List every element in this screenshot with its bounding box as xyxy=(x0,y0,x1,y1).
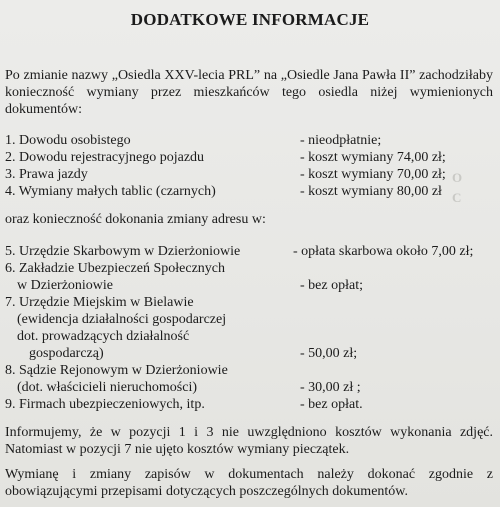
office-cost: - 50,00 zł; xyxy=(300,346,358,361)
office-item xyxy=(5,328,495,345)
office-label: 7. Urzędzie Miejskim w Bielawie xyxy=(5,295,194,310)
office-cost: - bez opłat. xyxy=(300,397,363,412)
document-item xyxy=(5,149,495,166)
office-item xyxy=(5,243,495,260)
office-cost: - opłata skarbowa około 7,00 zł; xyxy=(293,244,474,259)
office-label-cont: gospodarczą) xyxy=(29,346,104,361)
office-label: 6. Zakładzie Ubezpieczeń Społecznych xyxy=(5,261,226,276)
office-item xyxy=(5,311,495,328)
page-title: DODATKOWE INFORMACJE xyxy=(130,10,370,29)
document-label: 3. Prawa jazdy xyxy=(5,167,88,182)
document-cost: - koszt wymiany 70,00 zł; xyxy=(300,167,446,182)
office-item xyxy=(5,294,495,311)
note-paragraph: Informujemy, że w pozycji 1 i 3 nie uwzględniono kosztów wykonania zdjęć. Natomiast w pozycji 7 nie ujęto kosztów wymiany pieczątek. xyxy=(5,425,493,457)
office-cost: - 30,00 zł ; xyxy=(300,380,361,395)
document-item xyxy=(5,166,495,183)
office-label: 5. Urzędzie Skarbowym w Dzierżoniowie xyxy=(5,244,241,259)
intro-paragraph: Po zmianie nazwy „Osiedla XXV-lecia PRL” na „Osiedle Jana Pawła II” zachodziłaby konieczność wymiany przez mieszkańców tego osiedla niżej wymienionych dokumentów: xyxy=(5,68,493,117)
address-intro: oraz konieczność dokonania zmiany adresu w: xyxy=(5,212,266,227)
office-item xyxy=(5,362,495,379)
document-cost: - nieodpłatnie; xyxy=(300,133,382,148)
office-label: 9. Firmach ubezpieczeniowych, itp. xyxy=(5,397,205,412)
document-cost: - koszt wymiany 74,00 zł; xyxy=(300,150,446,165)
closing-paragraph: Wymianę i zmiany zapisów w dokumentach należy dokonać zgodnie z obowiązującymi przepisami dotyczących poszczególnych dokumentów. xyxy=(5,467,493,499)
office-label-cont: (dot. właścicieli nieruchomości) xyxy=(17,380,197,395)
document-label: 1. Dowodu osobistego xyxy=(5,133,131,148)
office-item xyxy=(5,260,495,277)
document-item xyxy=(5,132,495,149)
office-label: 8. Sądzie Rejonowym w Dzierżoniowie xyxy=(5,363,228,378)
bleed-through-mark: C xyxy=(452,190,462,205)
office-label-cont: w Dzierżoniowie xyxy=(17,278,114,293)
office-item xyxy=(5,277,495,294)
document-label: 2. Dowodu rejestracyjnego pojazdu xyxy=(5,150,205,165)
office-item xyxy=(5,396,495,413)
office-item xyxy=(5,379,495,396)
document-label: 4. Wymiany małych tablic (czarnych) xyxy=(5,184,216,199)
office-label-cont: (ewidencja działalności gospodarczej xyxy=(17,312,227,327)
office-cost: - bez opłat; xyxy=(300,278,363,293)
document-item xyxy=(5,183,495,200)
office-label-cont: dot. prowadzących działalność xyxy=(17,329,190,344)
bleed-through-mark: O xyxy=(452,170,463,185)
document-cost: - koszt wymiany 80,00 zł xyxy=(300,184,442,199)
office-item xyxy=(5,345,495,362)
